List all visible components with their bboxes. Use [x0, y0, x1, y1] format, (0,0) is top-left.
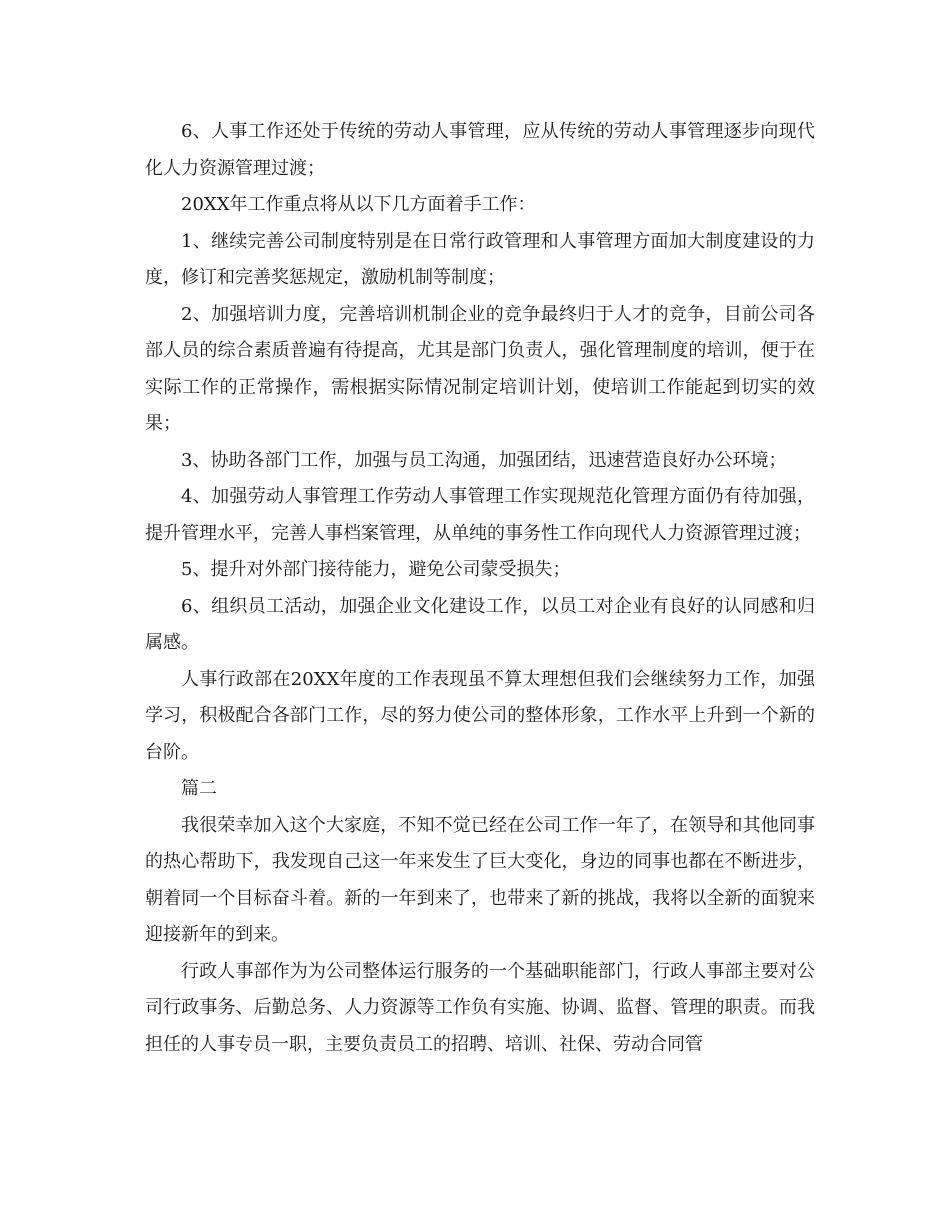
paragraph-work-focus-intro: 20XX年工作重点将从以下几方面着手工作：	[181, 194, 536, 215]
section-heading-part-two: 篇二	[181, 778, 217, 799]
paragraph-part-two-intro: 我很荣幸加入这个大家庭，不知不觉已经在公司工作一年了，在领导和其他同事的热心帮助下，我发现自己这一年来发生了巨大变化，身边的同事也都在不断进步，朝着同一个目标奋斗着。新的一年到来了，也带来了新的挑战，我将以全新的面貌来迎接新年的到来。	[145, 814, 815, 945]
paragraph-item-6-hr-transition: 6、人事工作还处于传统的劳动人事管理，应从传统的劳动人事管理逐步向现代化人力资源管理过渡；	[145, 121, 815, 179]
paragraph-item-5-reception: 5、提升对外部门接待能力，避免公司蒙受损失；	[181, 559, 571, 580]
paragraph-closing-summary: 人事行政部在20XX年度的工作表现虽不算太理想但我们会继续努力工作，加强学习，积极配合各部门工作，尽的努力使公司的整体形象，工作水平上升到一个新的台阶。	[145, 668, 815, 763]
paragraph-item-6-employee-activities: 6、组织员工活动，加强企业文化建设工作，以员工对企业有良好的认同感和归属感。	[145, 595, 815, 653]
document-body	[145, 114, 815, 1063]
paragraph-item-4-hr-management: 4、加强劳动人事管理工作劳动人事管理工作实现规范化管理方面仍有待加强，提升管理水平，完善人事档案管理，从单纯的事务性工作向现代人力资源管理过渡；	[145, 486, 815, 544]
paragraph-item-2-training: 2、加强培训力度，完善培训机制企业的竞争最终归于人才的竞争，目前公司各部人员的综合素质普遍有待提高，尤其是部门负责人，强化管理制度的培训，便于在实际工作的正常操作，需根据实际情况制定培训计划，使培训工作能起到切实的效果；	[145, 303, 815, 434]
paragraph-department-duties: 行政人事部作为为公司整体运行服务的一个基础职能部门，行政人事部主要对公司行政事务、后勤总务、人力资源等工作负有实施、协调、监督、管理的职责。而我担任的人事专员一职，主要负责员工的招聘、培训、社保、劳动合同管	[145, 960, 815, 1055]
paragraph-item-1-system-building: 1、继续完善公司制度特别是在日常行政管理和人事管理方面加大制度建设的力度，修订和完善奖惩规定，激励机制等制度；	[145, 230, 815, 288]
paragraph-item-3-coordination: 3、协助各部门工作，加强与员工沟通，加强团结，迅速营造良好办公环境；	[181, 449, 787, 471]
